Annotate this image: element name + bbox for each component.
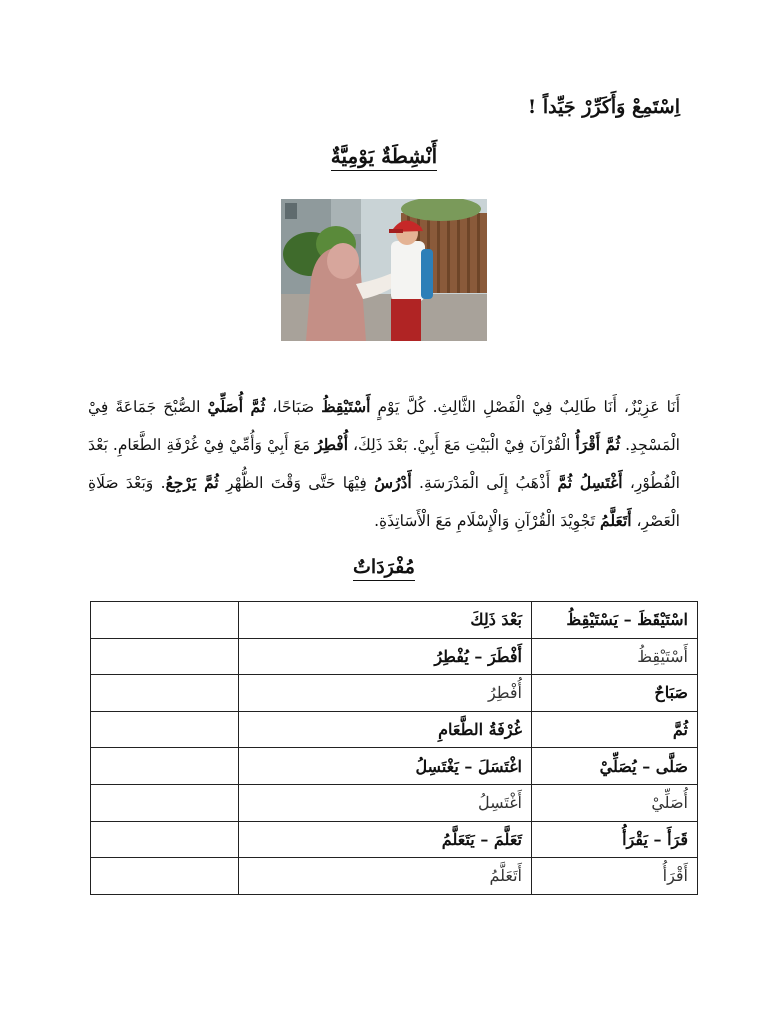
- passage-highlight: أَغْتَسِلُ ثُمَّ: [557, 473, 623, 492]
- table-row: [91, 748, 698, 785]
- passage-text: الْقُرْآنَ فِيْ الْبَيْتِ مَعَ أَبِيْ. بَعْدَ ذَلِكَ،: [348, 436, 576, 454]
- passage-highlight: ثُمَّ أُصَلِّيْ: [207, 397, 266, 416]
- vocab-word-cell: أَقْرَأُ: [532, 858, 698, 895]
- vocab-meaning-cell: [91, 602, 239, 639]
- vocab-word-cell: قَرَأَ – يَقْرَأُ: [532, 821, 698, 858]
- table-row: [91, 602, 698, 639]
- vocab-word-cell: صَبَاحٌ: [532, 675, 698, 712]
- table-row: [91, 784, 698, 821]
- vocab-word-cell: بَعْدَ ذَلِكَ: [239, 602, 532, 639]
- passage-highlight: أَتَعَلَّمُ: [600, 511, 632, 530]
- table-row: [91, 675, 698, 712]
- vocab-word-cell: أَغْتَسِلُ: [239, 784, 532, 821]
- passage-text: الصُّبْحَ جَمَاعَةً فِيْ الْمَسْجِدِ.: [88, 398, 680, 454]
- vocab-word-cell: ثُمَّ: [532, 711, 698, 748]
- vocab-word-cell: اغْتَسَلَ – يَغْتَسِلُ: [239, 748, 532, 785]
- passage-highlight: أَدْرُسُ: [374, 473, 412, 492]
- vocab-word-cell: صَلَّى – يُصَلِّيْ: [532, 748, 698, 785]
- vocab-word-cell: اسْتَيْقَظَ – يَسْتَيْقِظُ: [532, 602, 698, 639]
- vocab-word-cell: أَسْتَيْقِظُ: [532, 638, 698, 675]
- vocab-meaning-cell: [91, 711, 239, 748]
- table-row: [91, 821, 698, 858]
- passage-text: فِيْهَا حَتَّى وَقْتَ الظُّهْرِ: [218, 474, 375, 492]
- vocab-word-cell: أَتَعَلَّمُ: [239, 858, 532, 895]
- table-row: [91, 638, 698, 675]
- vocab-word-cell: أَفْطَرَ – يُفْطِرُ: [239, 638, 532, 675]
- vocab-word-cell: غُرْفَةُ الطَّعَامِ: [239, 711, 532, 748]
- page-title: [0, 144, 768, 168]
- vocabulary-heading-text: مُفْرَدَاتٌ: [353, 556, 415, 581]
- passage-text: تَجْوِيْدَ الْقُرْآنِ وَالْإِسْلَامِ مَعَ الْأَسَاتِذَةِ.: [374, 512, 601, 530]
- passage-highlight: ثُمَّ يَرْجِعُ: [165, 473, 219, 492]
- vocab-meaning-cell: [91, 675, 239, 712]
- vocab-word-cell: أُصَلِّيْ: [532, 784, 698, 821]
- vocab-meaning-cell: [91, 858, 239, 895]
- photo-drawing: [281, 199, 487, 341]
- vocabulary-table-body: [91, 602, 698, 895]
- table-row: [91, 711, 698, 748]
- passage-text: أَذْهَبُ إِلَى الْمَدْرَسَةِ.: [411, 474, 558, 492]
- reading-passage: [88, 388, 680, 540]
- vocabulary-table: [90, 601, 698, 895]
- table-row: [91, 858, 698, 895]
- page-title-text: أَنْشِطَةٌ يَوْمِيَّةٌ: [331, 144, 437, 171]
- passage-text: أَنَا عَزِيْزٌ، أَنَا طَالِبٌ فِيْ الْفَصْلِ الثَّالِثِ. كُلَّ يَوْمٍ: [370, 398, 681, 416]
- illustration-photo: [281, 199, 487, 341]
- passage-text: مَعَ أَبِيْ وَأُمِّيْ فِيْ غُرْفَةِ الطَّعَامِ. بَعْدَ الْفُطُوْرِ،: [88, 436, 680, 492]
- passage-text: صَبَاحًا،: [265, 398, 322, 416]
- vocab-word-cell: تَعَلَّمَ – يَتَعَلَّمُ: [239, 821, 532, 858]
- vocab-meaning-cell: [91, 784, 239, 821]
- vocab-meaning-cell: [91, 638, 239, 675]
- passage-highlight: أُفْطِرُ: [315, 435, 348, 454]
- vocab-meaning-cell: [91, 821, 239, 858]
- vocabulary-heading: [0, 556, 768, 578]
- instruction-heading: اِسْتَمِعْ وَأَكَرِّرْ جَيِّداً !: [527, 96, 680, 118]
- passage-text: . وَبَعْدَ صَلَاةِ الْعَصْرِ،: [88, 474, 680, 530]
- vocab-word-cell: أُفْطِرُ: [239, 675, 532, 712]
- passage-highlight: ثُمَّ أَقْرَأُ: [575, 435, 621, 454]
- vocab-meaning-cell: [91, 748, 239, 785]
- passage-highlight: أَسْتَيْقِظُ: [321, 397, 371, 416]
